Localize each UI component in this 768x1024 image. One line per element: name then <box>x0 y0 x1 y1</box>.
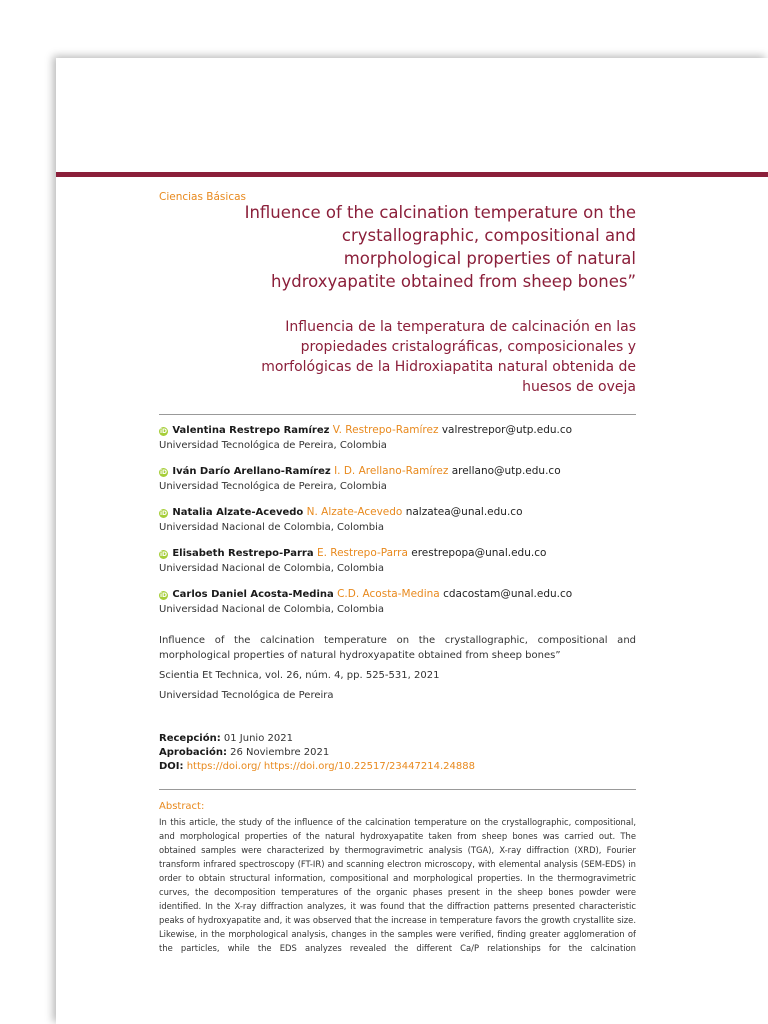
orcid-icon[interactable]: iD <box>159 428 168 435</box>
author-entry <box>159 546 639 587</box>
author-entry <box>159 587 639 628</box>
dates-block <box>159 732 636 774</box>
orcid-icon[interactable]: iD <box>159 592 168 599</box>
author-entry <box>159 464 639 505</box>
article-title-english: Influence of the calcination temperature on the crystallographic, compositional and morphological properties of natural hydroxyapatite obtained from sheep bones” <box>244 203 636 291</box>
divider <box>159 414 636 415</box>
header-bar <box>56 172 768 177</box>
author-alias[interactable]: C.D. Acosta-Medina <box>337 588 440 600</box>
doi-row <box>159 760 636 774</box>
article-title-spanish: Influencia de la temperatura de calcinación en las propiedades cristalográficas, composicionales y morfológicas de la Hidroxiapatita natural obtenida de huesos de oveja <box>261 319 636 395</box>
author-email[interactable]: erestrepopa@unal.edu.co <box>411 547 547 559</box>
author-alias[interactable]: N. Alzate-Acevedo <box>306 506 403 518</box>
abstract-text: In this article, the study of the influence of the calcination temperature on the crystallographic, compositional, and morphological properties of the natural hydroxyapatite taken from sheep bones was carried out. The obtained samples were characterized by thermogravimetric analysis (TGA), X-ray diffraction (XRD), Fourier transform infrared spectroscopy (FT-IR) and scanning electron microscopy, with elemental analysis (SEM-EDS) in order to obtain structural information, compositional and morphological properties. In the thermogravimetric curves, the decomposition temperatures of the organic phases present in the sheep bones powder were identified. In the X-ray diffraction analyzes, it was found that the diffraction patterns presented characteristic peaks of hydroxyapatite and, it was observed that the increase in temperature favors the growth crystallite size. Likewise, in the morphological analysis, changes in the samples were verified, finding greater agglomeration of the particles, while the EDS analyzes revealed the different Ca/P relationships for the calcination <box>159 817 636 953</box>
author-affiliation: Universidad Nacional de Colombia, Colombia <box>159 563 385 574</box>
orcid-icon[interactable]: iD <box>159 469 168 476</box>
abstract-heading: Abstract: <box>159 801 205 812</box>
author-entry <box>159 505 639 546</box>
citation-title: Influence of the calcination temperature on the crystallographic, compositional and morphological properties of natural hydroxyapatite obtained from sheep bones” <box>159 635 636 661</box>
author-alias[interactable]: I. D. Arellano-Ramírez <box>334 465 449 477</box>
citation-journal: Scientia Et Technica, vol. 26, núm. 4, pp. 525-531, 2021 <box>159 670 440 681</box>
orcid-icon[interactable]: iD <box>159 510 168 517</box>
author-email[interactable]: valrestrepor@utp.edu.co <box>441 424 573 436</box>
author-alias[interactable]: E. Restrepo-Parra <box>316 547 408 559</box>
author-entry <box>159 423 639 464</box>
document-page <box>56 58 768 1024</box>
author-name: Carlos Daniel Acosta-Medina <box>172 589 334 600</box>
author-name: Iván Darío Arellano-Ramírez <box>172 466 331 477</box>
received-date: 01 Junio 2021 <box>223 733 293 744</box>
doi-label: DOI: <box>159 761 184 772</box>
author-name: Valentina Restrepo Ramírez <box>172 425 330 436</box>
author-alias[interactable]: V. Restrepo-Ramírez <box>332 424 439 436</box>
orcid-icon[interactable]: iD <box>159 551 168 558</box>
author-affiliation: Universidad Tecnológica de Pereira, Colombia <box>159 481 387 492</box>
citation-block <box>159 633 636 708</box>
author-name: Natalia Alzate-Acevedo <box>172 507 304 518</box>
received-row <box>159 732 636 746</box>
approved-label: Aprobación: <box>159 747 227 758</box>
author-name: Elisabeth Restrepo-Parra <box>172 548 314 559</box>
received-label: Recepción: <box>159 733 221 744</box>
author-list <box>159 423 639 628</box>
author-affiliation: Universidad Nacional de Colombia, Colombia <box>159 522 385 533</box>
approved-date: 26 Noviembre 2021 <box>230 747 330 758</box>
section-label: Ciencias Básicas <box>159 191 246 203</box>
author-affiliation: Universidad Tecnológica de Pereira, Colombia <box>159 440 387 451</box>
author-email[interactable]: arellano@utp.edu.co <box>451 465 561 477</box>
author-affiliation: Universidad Nacional de Colombia, Colombia <box>159 604 385 615</box>
approved-row <box>159 746 636 760</box>
author-email[interactable]: nalzatea@unal.edu.co <box>405 506 523 518</box>
author-email[interactable]: cdacostam@unal.edu.co <box>443 588 573 600</box>
citation-publisher: Universidad Tecnológica de Pereira <box>159 690 334 701</box>
divider <box>159 789 636 790</box>
doi-link[interactable]: https://doi.org/ https://doi.org/10.22517/23447214.24888 <box>186 761 475 772</box>
